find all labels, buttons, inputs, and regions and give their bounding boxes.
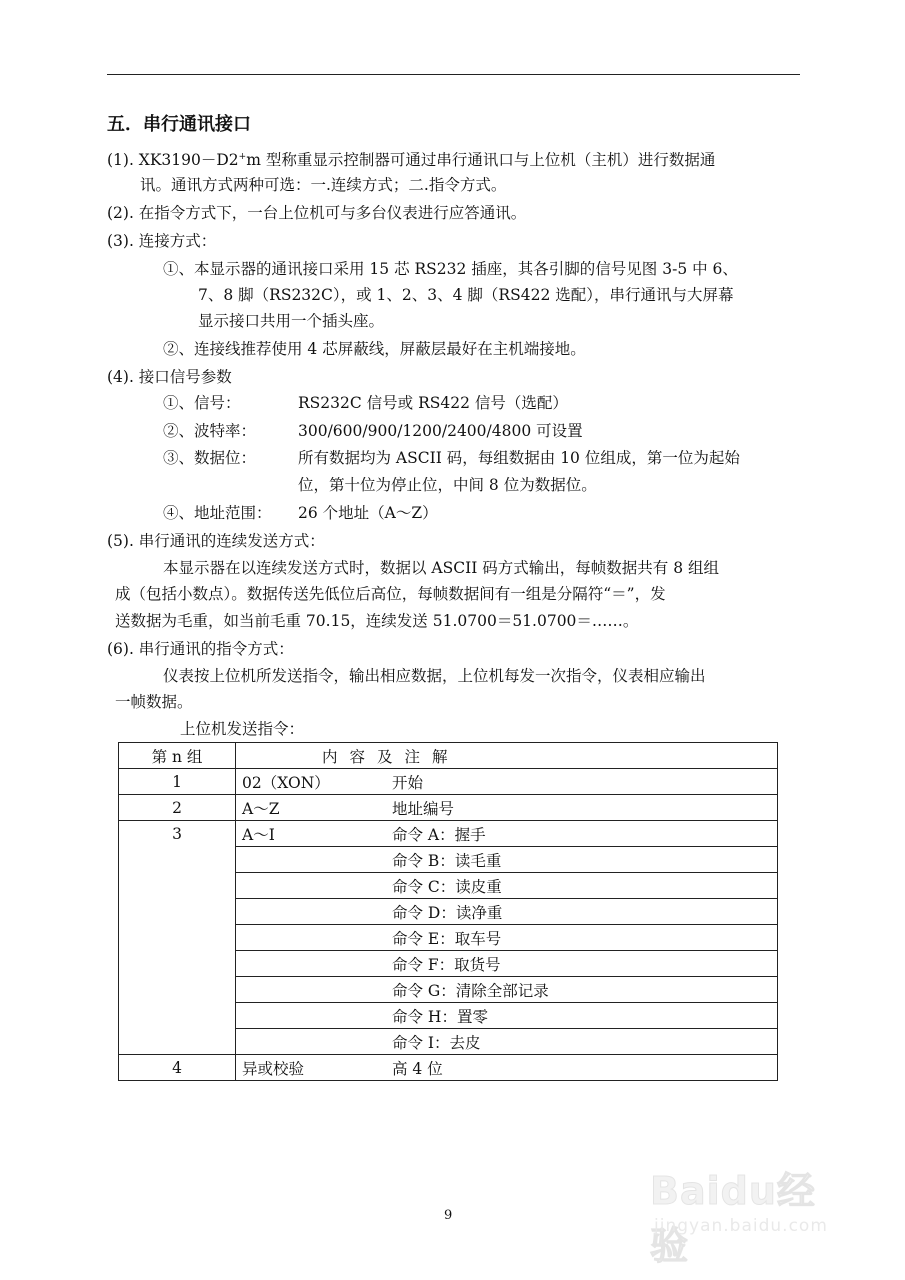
table-header-row (119, 743, 778, 769)
para-1-line-2: 讯。通讯方式两种可选：一.连续方式；二.指令方式。 (140, 176, 507, 194)
para-3-item-1-line-2: 7、8 脚（RS232C），或 1、2、3、4 脚（RS422 选配），串行通讯与大屏幕 (198, 286, 734, 304)
baidu-watermark (650, 1160, 850, 1268)
para-2: (2). 在指令方式下，一台上位机可与多台仪表进行应答通讯。 (107, 204, 527, 222)
section-heading: 五．串行通讯接口 (107, 114, 251, 135)
table-row (119, 821, 778, 847)
table-row (119, 795, 778, 821)
row-content: 命令 I：去皮 (236, 1029, 778, 1055)
para-4-title: (4). 接口信号参数 (107, 368, 232, 386)
header-rule (107, 74, 800, 75)
para-5-line-3: 送数据为毛重，如当前毛重 70.15，连续发送 51.0700＝51.0700＝……。 (115, 612, 639, 630)
group-number: 2 (119, 795, 236, 821)
para-6-line-2: 一帧数据。 (115, 693, 193, 711)
watermark-logo: Baidu经验 (650, 1169, 816, 1268)
param-address-range: ④、地址范围： 26 个地址（A～Z） (163, 504, 438, 522)
row-content: 命令 C：读皮重 (236, 873, 778, 899)
page-number: 9 (444, 1208, 453, 1223)
table-row (119, 1055, 778, 1081)
row-content: 02（XON） 开始 (236, 769, 778, 795)
watermark-url: jingyan.baidu.com (654, 1216, 828, 1236)
row-content: A～I 命令 A：握手 (236, 821, 778, 847)
para-1-line-1: (1). XK3190－D2+m 型称重显示控制器可通过串行通讯口与上位机（主机）进行数据通 (107, 151, 716, 170)
row-content: 命令 G：清除全部记录 (236, 977, 778, 1003)
group-number: 3 (119, 821, 236, 1055)
para-5-title: (5). 串行通讯的连续发送方式： (107, 532, 325, 550)
row-content: 异或校验 高 4 位 (236, 1055, 778, 1081)
row-content: 命令 D：读净重 (236, 899, 778, 925)
para-3-item-2: ②、连接线推荐使用 4 芯屏蔽线，屏蔽层最好在主机端接地。 (163, 340, 586, 358)
group-number: 1 (119, 769, 236, 795)
param-signal: ①、信号： RS232C 信号或 RS422 信号（选配） (163, 394, 568, 412)
row-content: 命令 F：取货号 (236, 951, 778, 977)
param-data-bits-cont: 位，第十位为停止位，中间 8 位为数据位。 (298, 476, 597, 494)
header-content: 内容及注解 (236, 743, 778, 769)
para-5-line-2: 成（包括小数点）。数据传送先低位后高位，每帧数据间有一组是分隔符“＝”，发 (115, 585, 666, 603)
group-number: 4 (119, 1055, 236, 1081)
para-6-title: (6). 串行通讯的指令方式： (107, 640, 294, 658)
para-5-line-1: 本显示器在以连续发送方式时，数据以 ASCII 码方式输出，每帧数据共有 8 组组 (163, 559, 719, 577)
row-content: 命令 H：置零 (236, 1003, 778, 1029)
param-data-bits: ③、数据位： 所有数据均为 ASCII 码，每组数据由 10 位组成，第一位为起始 (163, 449, 740, 467)
para-3-title: (3). 连接方式： (107, 232, 217, 250)
row-content: 命令 B：读毛重 (236, 847, 778, 873)
para-3-item-1-line-3: 显示接口共用一个插头座。 (198, 312, 385, 330)
para-6-line-1: 仪表按上位机所发送指令，输出相应数据，上位机每发一次指令，仪表相应输出 (163, 667, 706, 685)
command-table (118, 742, 778, 1081)
header-group-n: 第 n 组 (119, 743, 236, 769)
row-content: 命令 E：取车号 (236, 925, 778, 951)
param-baud-rate: ②、波特率： 300/600/900/1200/2400/4800 可设置 (163, 422, 583, 440)
row-content: A～Z 地址编号 (236, 795, 778, 821)
table-row (119, 769, 778, 795)
table-caption: 上位机发送指令： (180, 720, 305, 738)
para-3-item-1-line-1: ①、本显示器的通讯接口采用 15 芯 RS232 插座，其各引脚的信号见图 3-5 中 6、 (163, 260, 738, 278)
